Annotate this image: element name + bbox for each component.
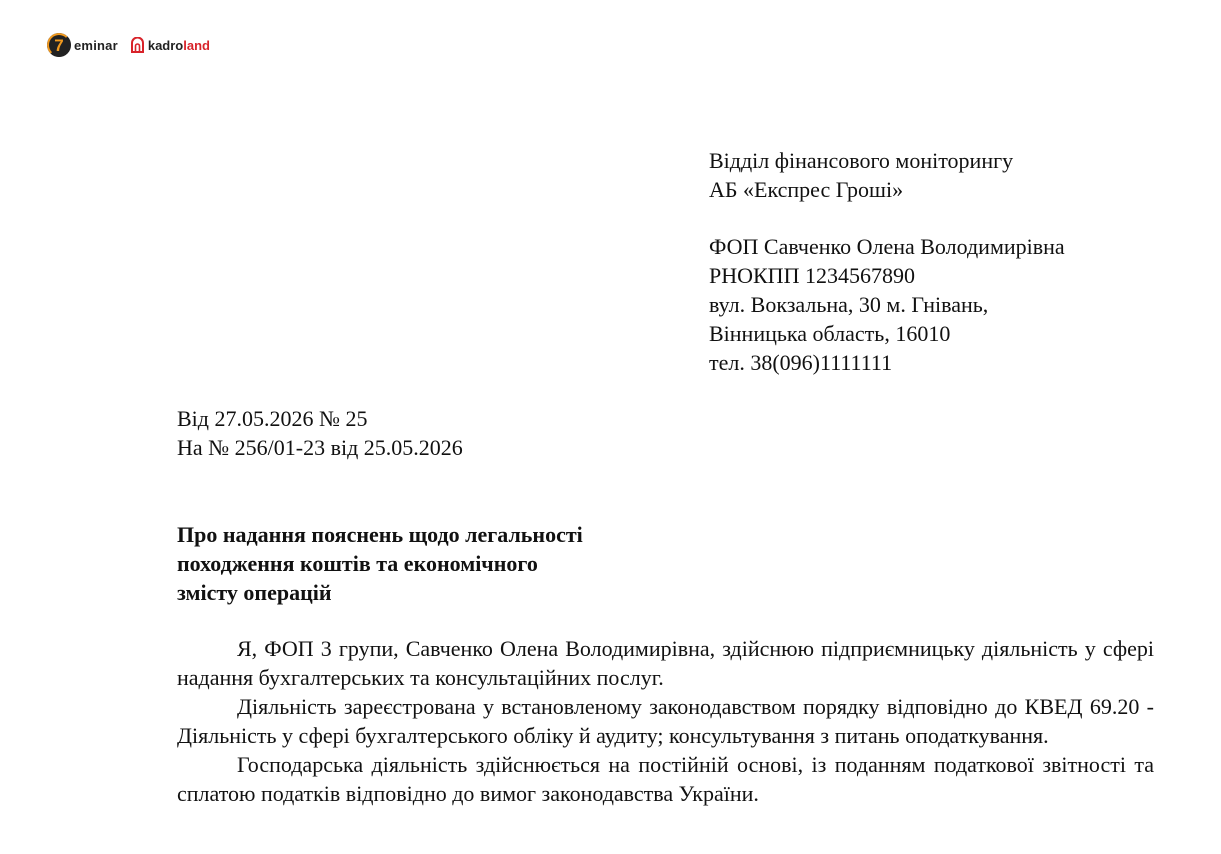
letter-body xyxy=(177,634,1154,808)
sender-phone: тел. 38(096)1111111 xyxy=(709,350,893,375)
header-logos xyxy=(47,32,210,58)
seven-badge-icon xyxy=(47,33,71,57)
addressee-bank: АБ «Експрес Гроші» xyxy=(709,177,904,202)
subject-line-3: змісту операцій xyxy=(177,580,332,605)
sender-block xyxy=(709,232,1065,377)
body-paragraph-2: Діяльність зареєстрована у встановленому законодавством порядку відповідно до КВЕД 69.20 - Діяльність у сфері бухгалтерського обліку й аудиту; консультування з питань оподаткування. xyxy=(177,694,1154,748)
kadroland-logo xyxy=(130,37,210,53)
subject-line-2: походження коштів та економічного xyxy=(177,551,538,576)
reference-block xyxy=(177,404,463,462)
seminar-logo-text: eminar xyxy=(74,37,118,53)
kadroland-logo-text-b: land xyxy=(183,37,210,53)
body-paragraph-3: Господарська діяльність здійснюється на постійній основі, із поданням податкової звітності та сплатою податків відповідно до вимог законодавства України. xyxy=(177,752,1154,806)
seven-digit: 7 xyxy=(54,35,64,55)
incoming-reference: На № 256/01-23 від 25.05.2026 xyxy=(177,435,463,460)
seminar-logo xyxy=(47,33,118,57)
kadroland-house-icon xyxy=(130,37,145,53)
addressee-block xyxy=(709,146,1013,204)
outgoing-reference: Від 27.05.2026 № 25 xyxy=(177,406,368,431)
letter-subject xyxy=(177,520,657,607)
sender-street: вул. Вокзальна, 30 м. Гнівань, xyxy=(709,292,989,317)
sender-tax-id: РНОКПП 1234567890 xyxy=(709,263,915,288)
sender-name: ФОП Савченко Олена Володимирівна xyxy=(709,234,1065,259)
subject-line-1: Про надання пояснень щодо легальності xyxy=(177,522,583,547)
addressee-department: Відділ фінансового моніторингу xyxy=(709,148,1014,173)
sender-region: Вінницька область, 16010 xyxy=(709,321,951,346)
kadroland-logo-text-a: kadro xyxy=(147,37,184,53)
body-paragraph-1: Я, ФОП 3 групи, Савченко Олена Володимирівна, здійснюю підприємницьку діяльність у сфері надання бухгалтерських та консультаційних послуг. xyxy=(177,636,1154,690)
